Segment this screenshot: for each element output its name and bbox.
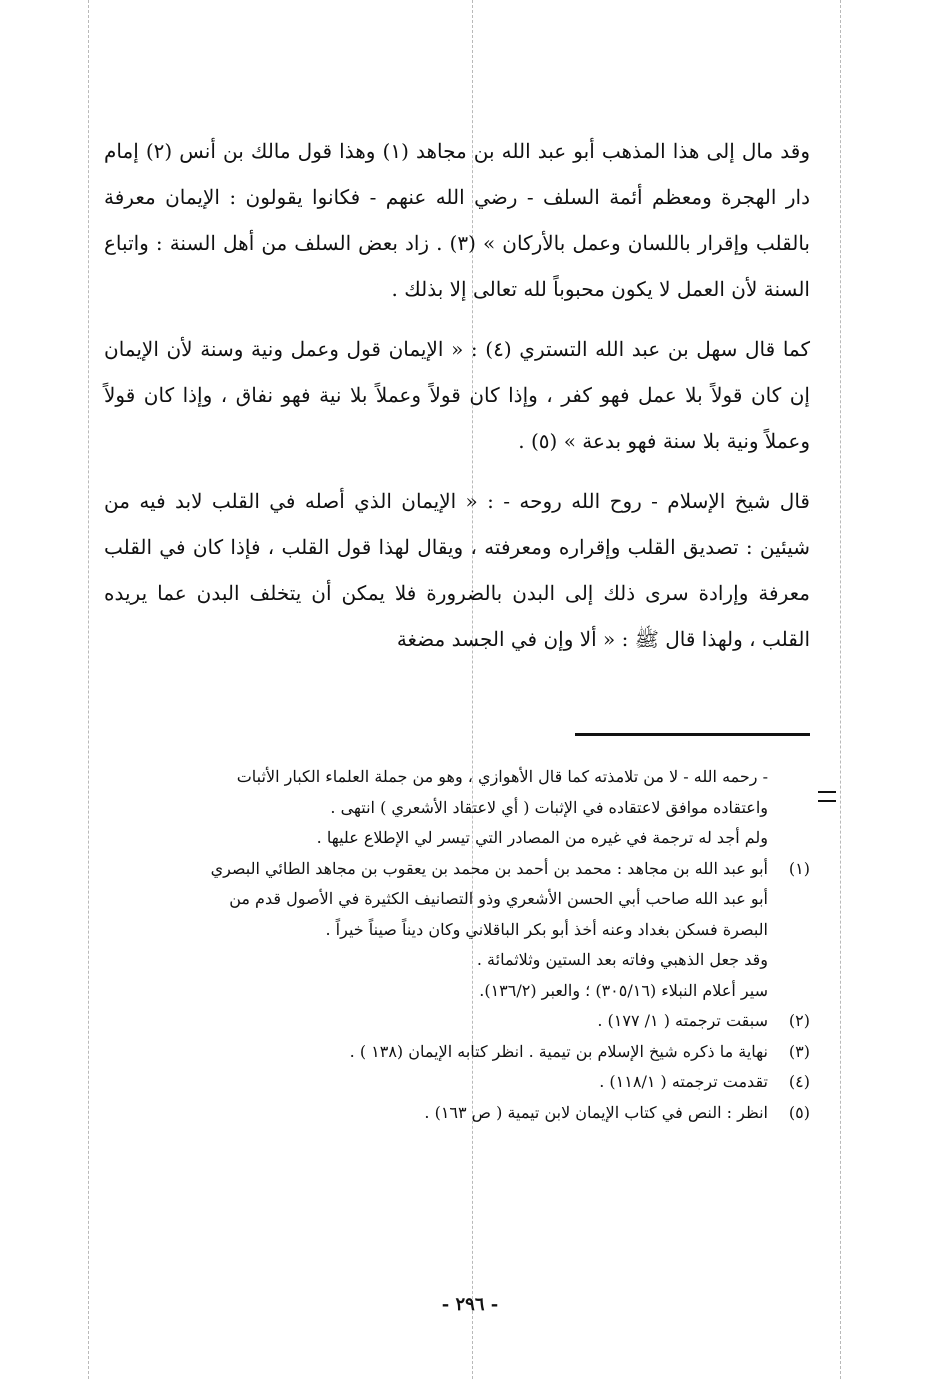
page-number: - ٢٩٦ -: [441, 1294, 499, 1315]
footnote-1: [104, 854, 810, 885]
footnote-number: (١): [788, 858, 810, 878]
footnote-4: [104, 1067, 810, 1098]
footnote-text: تقدمت ترجمته ( ١١٨/١) .: [599, 1072, 768, 1091]
footnote-1-line: سير أعلام النبلاء (٣٠٥/١٦) ؛ والعبر (١٣٦/٢).: [479, 980, 768, 1000]
footnote-1-line: أبو عبد الله صاحب أبي الحسن الأشعري وذو التصانيف الكثيرة في الأصول قدم من: [229, 889, 768, 908]
paragraph-3: قال شيخ الإسلام - روح الله روحه - : « الإيمان الذي أصله في القلب لابد فيه من شيئين : تصديق القلب وإقراره ومعرفته ، ويقال لهذا قول القلب ، فإذا كان في القلب معرفة وإرادة سرى ذلك إلى البدن بالضرورة فلا يمكن أن يتخلف البدن عما يريده القلب ، ولهذا قال ﷺ : « ألا وإن في الجسد مضغة: [104, 489, 810, 651]
footnote-number: (٥): [788, 1102, 810, 1122]
footnote-text: أبو عبد الله بن مجاهد : محمد بن أحمد بن محمد بن يعقوب بن مجاهد الطائي البصري: [210, 858, 768, 878]
footnote-1-line: البصرة فسكن بغداد وعنه أخذ أبو بكر الباقلاني وكان ديناً صيناً خيراً .: [325, 919, 768, 939]
footnote-2: [104, 1006, 810, 1037]
footnote-text: سبقت ترجمته ( ١/ ١٧٧) .: [597, 1011, 768, 1030]
footnote-text: انظر : النص في كتاب الإيمان لابن تيمية ( ص ١٦٣) .: [424, 1102, 768, 1122]
paragraph-1: وقد مال إلى هذا المذهب أبو عبد الله بن مجاهد (١) وهذا قول مالك بن أنس (٢) إمام دار الهجرة ومعظم أئمة السلف - رضي الله عنهم - فكانوا يقولون : الإيمان معرفة بالقلب وإقرار باللسان وعمل بالأركان » (٣) . زاد بعض السلف من أهل السنة : واتباع السنة لأن العمل لا يكون محبوباً لله تعالى إلا بذلك .: [104, 139, 811, 301]
footnote-number: (٤): [788, 1072, 810, 1091]
paragraph-2: كما قال سهل بن عبد الله التستري (٤) : « الإيمان قول وعمل ونية وسنة لأن الإيمان إن كان قولاً بلا عمل فهو كفر ، وإذا كان قولاً وعملاً بلا نية فهو نفاق ، وإذا كان قولاً وعملاً ونية بلا سنة فهو بدعة » (٥) .: [104, 337, 811, 453]
footnote-5: [104, 1098, 810, 1129]
footnote-continued-line: واعتقاده موافق لاعتقاده في الإثبات ( أي لاعتقاد الأشعري ) انتهى .: [330, 797, 768, 817]
footnote-continued-line: ولم أجد له ترجمة في غيره من المصادر التي تيسر لي الإطلاع عليها .: [316, 828, 768, 847]
footnote-text: نهاية ما ذكره شيخ الإسلام بن تيمية . انظر كتابه الإيمان (١٣٨ ) .: [349, 1041, 768, 1061]
footnote-separator: [575, 733, 810, 736]
footnote-number: (٣): [788, 1041, 810, 1061]
footnotes: [104, 762, 810, 1128]
footnote-1-line: وقد جعل الذهبي وفاته بعد الستين وثلاثمائة .: [476, 950, 768, 969]
main-text: [104, 128, 810, 676]
footnote-number: (٢): [788, 1011, 810, 1030]
dashed-guide-line-right: [840, 0, 841, 1379]
dashed-guide-line-left: [88, 0, 89, 1379]
footnote-3: [104, 1037, 810, 1068]
continuation-mark-icon: [818, 791, 836, 802]
footnote-continued-line: - رحمه الله - لا من تلامذته كما قال الأهوازي ، وهو من جملة العلماء الكبار الأثبات: [236, 767, 768, 786]
